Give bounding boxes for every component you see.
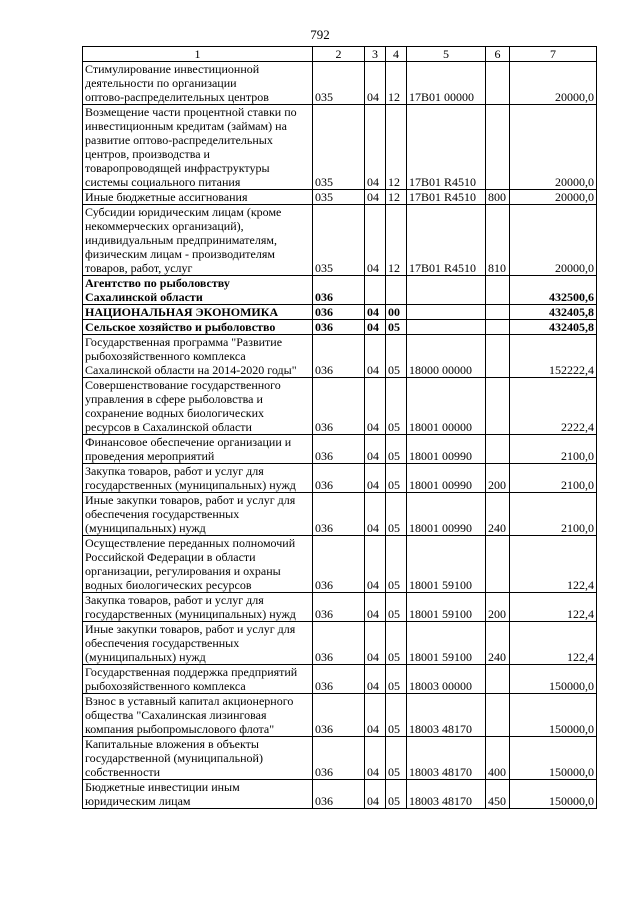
row-name-line: инвестиционным кредитам (займам) на <box>85 119 287 133</box>
target-article-cell: 18003 00000 <box>407 665 486 694</box>
amount-cell: 20000,0 <box>510 190 597 205</box>
row-name-line: обеспечения государственных <box>85 507 240 521</box>
row-name-line: Российской Федерации в области <box>85 550 256 564</box>
section-cell: 04 <box>365 320 386 335</box>
expense-type-cell: 200 <box>486 464 510 493</box>
section-cell: 04 <box>365 378 386 435</box>
amount-cell: 20000,0 <box>510 205 597 276</box>
table-row <box>83 276 597 305</box>
target-article-cell: 17В01 R4510 <box>407 105 486 190</box>
row-name-cell <box>83 276 313 305</box>
budget-table <box>82 46 597 809</box>
expense-type-cell <box>486 665 510 694</box>
budget-code-cell: 035 <box>313 190 365 205</box>
row-name-cell <box>83 205 313 276</box>
row-name-cell <box>83 493 313 536</box>
row-name-line: рыбохозяйственного комплекса <box>85 349 246 363</box>
row-name-line: Государственная программа "Развитие <box>85 335 283 349</box>
target-article-cell: 17В01 R4510 <box>407 205 486 276</box>
expense-type-cell: 240 <box>486 493 510 536</box>
expense-type-cell <box>486 335 510 378</box>
row-name-line: Закупка товаров, работ и услуг для <box>85 593 264 607</box>
target-article-cell: 18001 00000 <box>407 378 486 435</box>
amount-cell: 150000,0 <box>510 780 597 809</box>
row-name-line: Иные закупки товаров, работ и услуг для <box>85 622 296 636</box>
row-name-line: Сельское хозяйство и рыболовство <box>85 320 276 334</box>
row-name-line: Субсидии юридическим лицам (кроме <box>85 205 282 219</box>
subsection-cell: 05 <box>386 593 407 622</box>
table-row <box>83 305 597 320</box>
budget-code-cell: 036 <box>313 276 365 305</box>
section-cell: 04 <box>365 737 386 780</box>
section-cell: 04 <box>365 593 386 622</box>
amount-cell: 122,4 <box>510 593 597 622</box>
row-name-cell <box>83 536 313 593</box>
table-row <box>83 536 597 593</box>
target-article-cell: 17В01 00000 <box>407 62 486 105</box>
row-name-line: НАЦИОНАЛЬНАЯ ЭКОНОМИКА <box>85 305 279 319</box>
budget-code-cell: 036 <box>313 536 365 593</box>
row-name-line: Сахалинской области <box>85 290 203 304</box>
row-name-cell <box>83 435 313 464</box>
row-name-cell <box>83 694 313 737</box>
budget-code-cell: 036 <box>313 435 365 464</box>
table-row <box>83 780 597 809</box>
budget-code-cell: 036 <box>313 622 365 665</box>
row-name-line: водных биологических ресурсов <box>85 578 252 592</box>
row-name-line: развитие оптово-распределительных <box>85 133 273 147</box>
row-name-line: организации, регулирования и охраны <box>85 564 281 578</box>
amount-cell: 150000,0 <box>510 737 597 780</box>
amount-cell: 152222,4 <box>510 335 597 378</box>
row-name-line: юридическим лицам <box>85 794 191 808</box>
subsection-cell: 12 <box>386 205 407 276</box>
table-row <box>83 62 597 105</box>
budget-code-cell: 036 <box>313 378 365 435</box>
table-row <box>83 464 597 493</box>
subsection-cell: 12 <box>386 62 407 105</box>
row-name-cell <box>83 335 313 378</box>
budget-code-cell: 036 <box>313 593 365 622</box>
subsection-cell <box>386 276 407 305</box>
row-name-line: Возмещение части процентной ставки по <box>85 105 297 119</box>
column-header: 2 <box>313 47 365 62</box>
amount-cell: 122,4 <box>510 536 597 593</box>
amount-cell: 122,4 <box>510 622 597 665</box>
expense-type-cell <box>486 320 510 335</box>
expense-type-cell: 200 <box>486 593 510 622</box>
table-row <box>83 593 597 622</box>
subsection-cell: 05 <box>386 335 407 378</box>
amount-cell: 150000,0 <box>510 694 597 737</box>
subsection-cell: 05 <box>386 737 407 780</box>
column-header: 4 <box>386 47 407 62</box>
row-name-line: Государственная поддержка предприятий <box>85 665 298 679</box>
table-row <box>83 737 597 780</box>
table-row <box>83 320 597 335</box>
row-name-cell <box>83 62 313 105</box>
row-name-cell <box>83 305 313 320</box>
table-row <box>83 378 597 435</box>
section-cell: 04 <box>365 493 386 536</box>
target-article-cell <box>407 320 486 335</box>
expense-type-cell <box>486 435 510 464</box>
column-header: 6 <box>486 47 510 62</box>
target-article-cell <box>407 276 486 305</box>
section-cell: 04 <box>365 205 386 276</box>
subsection-cell: 05 <box>386 780 407 809</box>
row-name-line: государственных (муниципальных) нужд <box>85 607 296 621</box>
target-article-cell: 17В01 R4510 <box>407 190 486 205</box>
subsection-cell: 12 <box>386 190 407 205</box>
row-name-line: управления в сфере рыболовства и <box>85 392 263 406</box>
amount-cell: 432405,8 <box>510 305 597 320</box>
row-name-line: центров, производства и <box>85 147 210 161</box>
target-article-cell: 18003 48170 <box>407 737 486 780</box>
table-row <box>83 105 597 190</box>
section-cell: 04 <box>365 622 386 665</box>
subsection-cell: 05 <box>386 493 407 536</box>
table-row <box>83 335 597 378</box>
section-cell: 04 <box>365 665 386 694</box>
section-cell: 04 <box>365 780 386 809</box>
table-row <box>83 622 597 665</box>
row-name-cell <box>83 622 313 665</box>
subsection-cell: 12 <box>386 105 407 190</box>
row-name-line: Финансовое обеспечение организации и <box>85 435 292 449</box>
expense-type-cell <box>486 378 510 435</box>
target-article-cell <box>407 305 486 320</box>
budget-code-cell: 036 <box>313 320 365 335</box>
row-name-line: физическим лицам - производителям <box>85 247 275 261</box>
amount-cell: 20000,0 <box>510 105 597 190</box>
row-name-cell <box>83 593 313 622</box>
section-cell: 04 <box>365 694 386 737</box>
row-name-cell <box>83 105 313 190</box>
expense-type-cell <box>486 536 510 593</box>
section-cell: 04 <box>365 305 386 320</box>
row-name-line: проведения мероприятий <box>85 449 215 463</box>
section-cell: 04 <box>365 105 386 190</box>
subsection-cell: 05 <box>386 464 407 493</box>
amount-cell: 2222,4 <box>510 378 597 435</box>
budget-code-cell: 036 <box>313 737 365 780</box>
amount-cell: 2100,0 <box>510 464 597 493</box>
row-name-line: некоммерческих организаций), <box>85 219 244 233</box>
row-name-line: Сахалинской области на 2014-2020 годы" <box>85 363 297 377</box>
column-header: 1 <box>83 47 313 62</box>
row-name-line: Стимулирование инвестиционной <box>85 62 260 76</box>
section-cell: 04 <box>365 464 386 493</box>
table-row <box>83 190 597 205</box>
row-name-cell <box>83 320 313 335</box>
row-name-line: Капитальные вложения в объекты <box>85 737 259 751</box>
target-article-cell: 18003 48170 <box>407 780 486 809</box>
row-name-line: (муниципальных) нужд <box>85 650 206 664</box>
column-header: 5 <box>407 47 486 62</box>
subsection-cell: 05 <box>386 320 407 335</box>
expense-type-cell: 450 <box>486 780 510 809</box>
subsection-cell: 00 <box>386 305 407 320</box>
expense-type-cell <box>486 305 510 320</box>
row-name-line: Совершенствование государственного <box>85 378 281 392</box>
row-name-line: собственности <box>85 765 161 779</box>
budget-code-cell: 036 <box>313 464 365 493</box>
row-name-line: Взнос в уставный капитал акционерного <box>85 694 294 708</box>
row-name-line: ресурсов в Сахалинской области <box>85 420 252 434</box>
row-name-cell <box>83 378 313 435</box>
row-name-cell <box>83 464 313 493</box>
row-name-line: Бюджетные инвестиции иным <box>85 780 240 794</box>
row-name-line: рыбохозяйственного комплекса <box>85 679 246 693</box>
row-name-line: оптово-распределительных центров <box>85 90 269 104</box>
subsection-cell: 05 <box>386 378 407 435</box>
budget-code-cell: 036 <box>313 694 365 737</box>
budget-code-cell: 036 <box>313 665 365 694</box>
row-name-line: индивидуальным предпринимателям, <box>85 233 277 247</box>
row-name-line: Иные бюджетные ассигнования <box>85 190 248 204</box>
budget-code-cell: 036 <box>313 493 365 536</box>
expense-type-cell <box>486 62 510 105</box>
table-row <box>83 665 597 694</box>
row-name-cell <box>83 780 313 809</box>
target-article-cell: 18000 00000 <box>407 335 486 378</box>
row-name-line: государственных (муниципальных) нужд <box>85 478 296 492</box>
budget-code-cell: 036 <box>313 335 365 378</box>
amount-cell: 432500,6 <box>510 276 597 305</box>
row-name-line: Осуществление переданных полномочий <box>85 536 296 550</box>
subsection-cell: 05 <box>386 694 407 737</box>
row-name-line: Иные закупки товаров, работ и услуг для <box>85 493 296 507</box>
table-header-row <box>83 47 597 62</box>
amount-cell: 150000,0 <box>510 665 597 694</box>
expense-type-cell: 240 <box>486 622 510 665</box>
section-cell: 04 <box>365 335 386 378</box>
expense-type-cell: 800 <box>486 190 510 205</box>
expense-type-cell <box>486 276 510 305</box>
page-number: 792 <box>310 27 330 42</box>
row-name-line: обеспечения государственных <box>85 636 240 650</box>
target-article-cell: 18001 00990 <box>407 435 486 464</box>
table-row <box>83 493 597 536</box>
subsection-cell: 05 <box>386 435 407 464</box>
target-article-cell: 18003 48170 <box>407 694 486 737</box>
section-cell: 04 <box>365 190 386 205</box>
budget-code-cell: 036 <box>313 780 365 809</box>
target-article-cell: 18001 00990 <box>407 464 486 493</box>
budget-code-cell: 036 <box>313 305 365 320</box>
target-article-cell: 18001 59100 <box>407 536 486 593</box>
row-name-line: товаропроводящей инфраструктуры <box>85 161 270 175</box>
target-article-cell: 18001 59100 <box>407 622 486 665</box>
row-name-line: системы социального питания <box>85 175 241 189</box>
row-name-line: государственной (муниципальной) <box>85 751 263 765</box>
table-row <box>83 435 597 464</box>
row-name-line: компания рыбопромыслового флота" <box>85 722 275 736</box>
table-row <box>83 205 597 276</box>
target-article-cell: 18001 59100 <box>407 593 486 622</box>
section-cell <box>365 276 386 305</box>
budget-code-cell: 035 <box>313 105 365 190</box>
budget-code-cell: 035 <box>313 62 365 105</box>
section-cell: 04 <box>365 62 386 105</box>
row-name-line: (муниципальных) нужд <box>85 521 206 535</box>
expense-type-cell <box>486 694 510 737</box>
section-cell: 04 <box>365 536 386 593</box>
row-name-line: деятельности по организации <box>85 76 237 90</box>
row-name-line: сохранение водных биологических <box>85 406 265 420</box>
target-article-cell: 18001 00990 <box>407 493 486 536</box>
row-name-cell <box>83 190 313 205</box>
column-header: 3 <box>365 47 386 62</box>
table-row <box>83 694 597 737</box>
row-name-cell <box>83 665 313 694</box>
amount-cell: 20000,0 <box>510 62 597 105</box>
budget-code-cell: 035 <box>313 205 365 276</box>
row-name-line: общества "Сахалинская лизинговая <box>85 708 267 722</box>
amount-cell: 2100,0 <box>510 493 597 536</box>
row-name-line: товаров, работ, услуг <box>85 261 193 275</box>
column-header: 7 <box>510 47 597 62</box>
amount-cell: 2100,0 <box>510 435 597 464</box>
subsection-cell: 05 <box>386 536 407 593</box>
row-name-cell <box>83 737 313 780</box>
row-name-line: Агентство по рыболовству <box>85 276 230 290</box>
section-cell: 04 <box>365 435 386 464</box>
amount-cell: 432405,8 <box>510 320 597 335</box>
row-name-line: Закупка товаров, работ и услуг для <box>85 464 264 478</box>
expense-type-cell: 400 <box>486 737 510 780</box>
expense-type-cell <box>486 105 510 190</box>
subsection-cell: 05 <box>386 622 407 665</box>
subsection-cell: 05 <box>386 665 407 694</box>
expense-type-cell: 810 <box>486 205 510 276</box>
